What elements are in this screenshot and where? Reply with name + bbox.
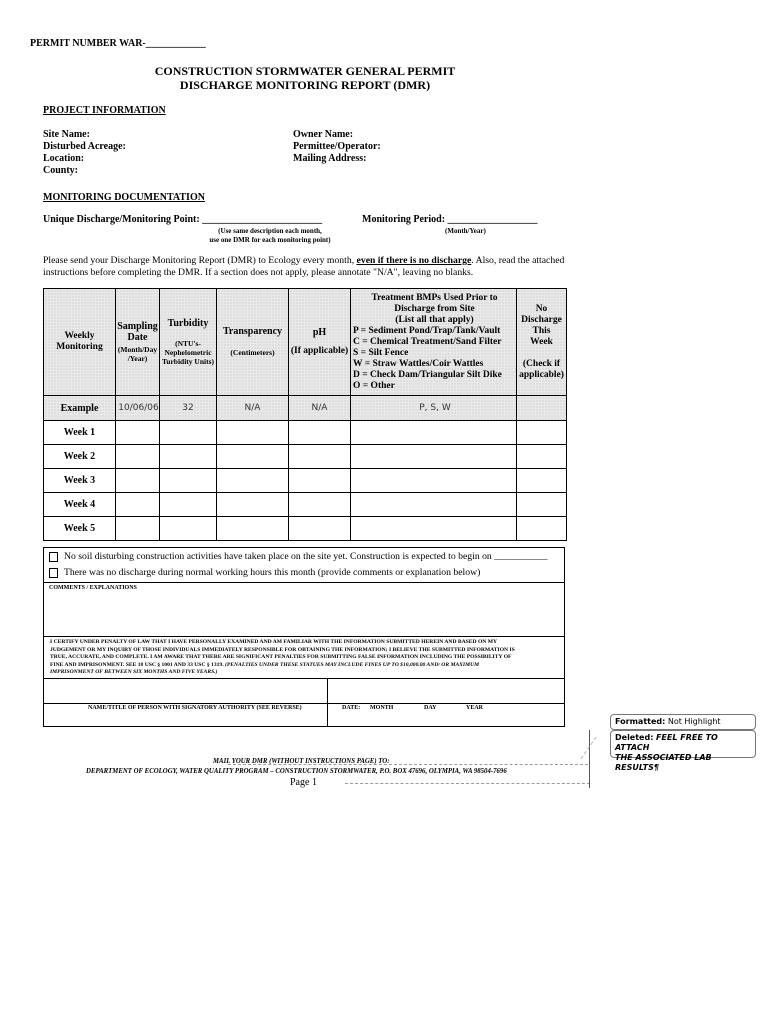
certify-line-5: IMPRISONMENT OF BETWEEN SIX MONTHS AND FIVE YEARS.) <box>50 669 218 675</box>
week-4-no-discharge-cell[interactable] <box>517 493 567 517</box>
example-row-label: Example <box>44 396 116 421</box>
no-discharge-line-4: Week <box>530 336 553 347</box>
bmp-header <box>351 289 517 396</box>
week-2-turbidity-cell[interactable] <box>160 445 217 469</box>
week-3-turbidity-cell[interactable] <box>160 469 217 493</box>
change-bar <box>589 730 590 788</box>
example-ph: N/A <box>289 396 351 421</box>
ph-header <box>289 289 351 396</box>
bmp-line-6: S = Silt Fence <box>353 347 409 358</box>
signatory-name-label: NAME/TITLE OF PERSON WITH SIGNATORY AUTHORITY (SEE REVERSE) <box>88 705 302 711</box>
bmp-line-4: P = Sediment Pond/Trap/Tank/Vault <box>353 325 501 336</box>
transparency-header <box>217 289 289 396</box>
week-3-bmp-cell[interactable] <box>351 469 517 493</box>
bmp-line-7: W = Straw Wattles/Coir Wattles <box>353 358 484 369</box>
monitoring-point-label: Unique Discharge/Monitoring Point: ________________________ <box>43 214 323 225</box>
week-1-date-cell[interactable] <box>116 421 160 445</box>
week-4-date-cell[interactable] <box>116 493 160 517</box>
monitoring-table <box>43 288 567 541</box>
week-3-label: Week 3 <box>44 469 116 493</box>
divider-line <box>44 636 564 637</box>
week-5-transparency-cell[interactable] <box>217 517 289 541</box>
no-discharge-line-6: (Check if <box>522 358 561 369</box>
mail-line-2: DEPARTMENT OF ECOLOGY, WATER QUALITY PROGRAM – CONSTRUCTION STORMWATER, P.O. BOX 47696, OLYMPIA, WA 98504-7696 <box>86 768 507 775</box>
week-2-date-cell[interactable] <box>116 445 160 469</box>
week-2-label: Week 2 <box>44 445 116 469</box>
week-5-bmp-cell[interactable] <box>351 517 517 541</box>
no-discharge-line-7: applicable) <box>519 369 564 380</box>
comments-area[interactable] <box>47 594 559 636</box>
instructions-part-2: . Also, read the attached <box>471 255 565 266</box>
turbidity-sub: (NTU's- Nephelometric Turbidity Units) <box>161 339 215 366</box>
mail-line-1: MAIL YOUR DMR (WITHOUT INSTRUCTIONS PAGE) TO: <box>213 758 390 765</box>
week-2-bmp-cell[interactable] <box>351 445 517 469</box>
example-turbidity: 32 <box>160 396 217 421</box>
week-1-bmp-cell[interactable] <box>351 421 517 445</box>
no-activity-text: No soil disturbing construction activities have taken place on the site yet. Construction is expected to begin on ___________ <box>64 551 548 562</box>
project-information-heading: PROJECT INFORMATION <box>43 105 166 116</box>
week-4-label: Week 4 <box>44 493 116 517</box>
week-5-ph-cell[interactable] <box>289 517 351 541</box>
markup-connector <box>345 783 590 784</box>
deleted-balloon-label: Deleted: <box>615 733 654 742</box>
transparency-sub: (Centimeters) <box>230 348 275 357</box>
turbidity-title: Turbidity <box>167 318 209 329</box>
sampling-date-title: Sampling Date <box>117 321 158 343</box>
certify-line-1: I CERTIFY UNDER PENALTY OF LAW THAT I HAVE PERSONALLY EXAMINED AND AM FAMILIAR WITH THE INFORMATION SUBMITTED HEREIN AND BASED ON MY <box>50 639 498 645</box>
example-date: 10/06/06 <box>116 396 160 421</box>
formatted-balloon-label: Formatted: <box>615 717 666 726</box>
week-2-ph-cell[interactable] <box>289 445 351 469</box>
monitoring-period-label: Monitoring Period: __________________ <box>362 214 538 225</box>
disturbed-acreage-label: Disturbed Acreage: <box>43 141 126 152</box>
divider-line <box>44 703 564 704</box>
week-1-no-discharge-cell[interactable] <box>517 421 567 445</box>
no-activity-checkbox[interactable] <box>49 552 58 562</box>
sampling-date-header <box>116 289 160 396</box>
mailing-address-label: Mailing Address: <box>293 153 367 164</box>
week-2-transparency-cell[interactable] <box>217 445 289 469</box>
markup-connector <box>228 764 588 765</box>
weekly-monitoring-header: Weekly Monitoring <box>44 289 116 396</box>
owner-name-label: Owner Name: <box>293 129 354 140</box>
week-2-no-discharge-cell[interactable] <box>517 445 567 469</box>
bmp-line-9: O = Other <box>353 380 395 391</box>
divider-line <box>44 582 564 583</box>
monitoring-point-note <box>180 227 360 245</box>
page-title <box>0 64 610 92</box>
day-label: DAY <box>424 705 437 711</box>
title-line-2: DISCHARGE MONITORING REPORT (DMR) <box>179 78 431 92</box>
bmp-line-3: (List all that apply) <box>395 314 474 325</box>
monitoring-period-note: (Month/Year) <box>445 227 486 235</box>
bmp-line-5: C = Chemical Treatment/Sand Filter <box>353 336 502 347</box>
no-discharge-row <box>49 567 480 578</box>
month-label: MONTH <box>370 705 394 711</box>
comments-label: COMMENTS / EXPLANATIONS <box>49 585 137 591</box>
deleted-balloon[interactable] <box>610 730 756 772</box>
example-transparency: N/A <box>217 396 289 421</box>
no-discharge-header <box>517 289 567 396</box>
project-right-fields <box>293 129 381 165</box>
deleted-balloon-line-1: FEEL FREE TO ATTACH <box>615 733 718 752</box>
week-5-no-discharge-cell[interactable] <box>517 517 567 541</box>
no-discharge-spacer <box>517 348 566 359</box>
county-label: County: <box>43 165 79 176</box>
week-4-turbidity-cell[interactable] <box>160 493 217 517</box>
week-3-date-cell[interactable] <box>116 469 160 493</box>
week-5-label: Week 5 <box>44 517 116 541</box>
week-3-transparency-cell[interactable] <box>217 469 289 493</box>
certify-line-4a: FINE AND IMPRISONMENT. SEE 18 USC § 1001 AND 33 USC § 1319. <box>50 661 226 668</box>
no-discharge-checkbox[interactable] <box>49 568 58 578</box>
certify-line-4b: (PENALTIES UNDER THESE STATUES MAY INCLUDE FINES UP TO $10,000.00 AND/ OR MAXIMUM <box>225 661 480 668</box>
turbidity-header <box>160 289 217 396</box>
week-1-transparency-cell[interactable] <box>217 421 289 445</box>
transparency-title: Transparency <box>222 326 283 337</box>
bmp-line-2: Discharge from Site <box>394 303 475 314</box>
week-4-ph-cell[interactable] <box>289 493 351 517</box>
monitoring-point-note-1: (Use same description each month, <box>218 227 322 235</box>
year-label: YEAR <box>466 705 484 711</box>
ph-title: pH <box>312 327 327 338</box>
monitoring-point-note-2: use one DMR for each monitoring point) <box>209 236 331 244</box>
project-left-fields <box>43 129 126 177</box>
page-number: Page 1 <box>290 777 317 788</box>
no-discharge-text: There was no discharge during normal working hours this month (provide comments or explanation below) <box>64 567 481 578</box>
instructions-emphasis: even if there is no discharge <box>356 255 472 266</box>
no-discharge-line-1: No <box>535 303 548 314</box>
example-bmps: P, S, W <box>351 396 517 421</box>
week-1-label: Week 1 <box>44 421 116 445</box>
monitoring-documentation-heading: MONITORING DOCUMENTATION <box>43 192 205 203</box>
instructions-line-2: instructions before completing the DMR. If a section does not apply, please annotate "N/A", leaving no blanks. <box>43 267 474 278</box>
week-3-ph-cell[interactable] <box>289 469 351 493</box>
no-discharge-line-2: Discharge <box>521 314 562 325</box>
deleted-balloon-line-2: THE ASSOCIATED LAB RESULTS¶ <box>615 753 712 772</box>
certify-line-3: TRUE, ACCURATE, AND COMPLETE. I AM AWARE THAT THERE ARE SIGNIFICANT PENALTIES FOR SUBMITTING FALSE INFORMATION INCLUDING THE POSSIBILITY OF <box>50 654 512 660</box>
bmp-line-1: Treatment BMPs Used Prior to <box>371 292 498 303</box>
ph-sub: (If applicable) <box>290 346 349 356</box>
certification-text <box>50 639 562 677</box>
instructions-paragraph <box>43 255 583 279</box>
formatted-balloon[interactable] <box>610 714 756 730</box>
site-name-label: Site Name: <box>43 129 90 140</box>
week-3-no-discharge-cell[interactable] <box>517 469 567 493</box>
certification-box <box>43 547 565 727</box>
permittee-operator-label: Permittee/Operator: <box>293 141 381 152</box>
no-discharge-line-3: This <box>532 325 551 336</box>
date-label: DATE: <box>342 705 361 711</box>
week-4-transparency-cell[interactable] <box>217 493 289 517</box>
bmp-line-8: D = Check Dam/Triangular Silt Dike <box>353 369 502 380</box>
week-1-ph-cell[interactable] <box>289 421 351 445</box>
week-1-turbidity-cell[interactable] <box>160 421 217 445</box>
no-activity-row <box>49 551 547 562</box>
permit-number-line: PERMIT NUMBER WAR-____________ <box>30 38 206 49</box>
week-5-turbidity-cell[interactable] <box>160 517 217 541</box>
example-no-discharge <box>517 396 567 421</box>
sampling-date-sub: (Month/Day /Year) <box>117 345 158 363</box>
week-4-bmp-cell[interactable] <box>351 493 517 517</box>
instructions-part-1: Please send your Discharge Monitoring Report (DMR) to Ecology every month, <box>43 255 357 266</box>
location-label: Location: <box>43 153 85 164</box>
certify-line-2: JUDGEMENT OR MY INQUIRY OF THOSE INDIVIDUALS IMMEDIATELY RESPONSIBLE FOR OBTAINING THE INFORMATION; I BELIEVE THE SUBMITTED INFORMATION IS <box>50 646 515 653</box>
formatted-balloon-value: Not Highlight <box>667 717 721 726</box>
signature-area[interactable] <box>47 679 327 703</box>
title-line-1: CONSTRUCTION STORMWATER GENERAL PERMIT <box>154 64 456 78</box>
week-5-date-cell[interactable] <box>116 517 160 541</box>
